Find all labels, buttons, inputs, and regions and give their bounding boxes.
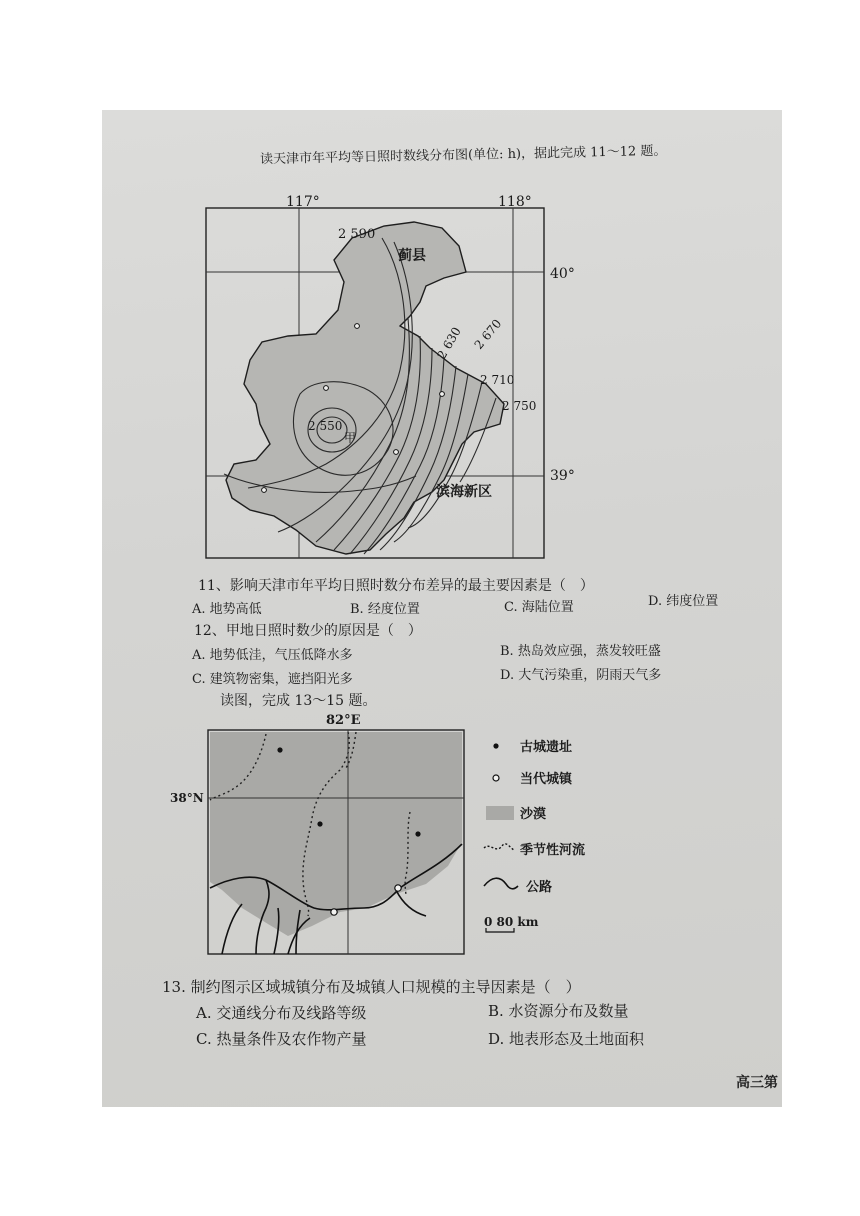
q13-option-c: C. 热量条件及农作物产量	[196, 1030, 367, 1048]
legend-svg	[484, 734, 634, 934]
q13-option-b: B. 水资源分布及数量	[488, 1002, 629, 1020]
legend-ancient-city: 古城遗址	[520, 740, 573, 755]
lon-118-label: 118°	[498, 194, 532, 210]
county-label: 蓟县	[398, 248, 426, 264]
q11-option-b: B. 经度位置	[350, 602, 420, 617]
desert-map	[170, 712, 470, 960]
q11-stem: 11、影响天津市年平均日照时数分布差异的最主要因素是（ ）	[198, 578, 594, 594]
q12-option-b: B. 热岛效应强，蒸发较旺盛	[500, 644, 661, 659]
q11-option-a: A. 地势高低	[192, 602, 262, 617]
tianjin-map-svg	[204, 194, 575, 578]
q11-option-c: C. 海陆位置	[504, 600, 574, 615]
isoline-label-2670: 2 670	[471, 316, 505, 352]
isoline-label-2590: 2 590	[338, 227, 376, 242]
q13-option-a: A. 交通线分布及线路等级	[196, 1004, 367, 1022]
legend-scale: 0 80 km	[484, 915, 539, 929]
lat-40-label: 40°	[550, 266, 575, 282]
desert-symbol	[486, 806, 514, 820]
footer-page-label: 高三第	[736, 1075, 778, 1091]
q13-stem: 13. 制约图示区域城镇分布及城镇人口规模的主导因素是（ ）	[162, 978, 581, 996]
lon-117-label: 117°	[286, 194, 320, 210]
district-label: 滨海新区	[436, 484, 492, 500]
modern-town-symbol	[493, 775, 499, 781]
q12-option-a: A. 地势低洼，气压低降水多	[192, 648, 353, 663]
road-symbol	[484, 878, 518, 889]
tianjin-sunshine-map	[204, 194, 575, 578]
seasonal-river-symbol	[484, 844, 514, 850]
isoline-label-2750: 2 750	[502, 399, 537, 413]
lon-82e-label: 82°E	[326, 713, 361, 728]
desert-area	[210, 732, 462, 936]
isoline-label-2630: 2 630	[434, 324, 464, 362]
point-jia-label: 甲	[344, 431, 357, 445]
ancient-city-symbol	[493, 743, 498, 748]
q12-option-d: D. 大气污染重，阴雨天气多	[500, 668, 662, 683]
desert-map-svg	[170, 712, 470, 960]
q12-stem: 12、甲地日照时数少的原因是（ ）	[194, 623, 422, 639]
isoline-label-2710: 2 710	[480, 373, 515, 387]
isoline-label-2550: 2 550	[308, 419, 343, 433]
intro-q11-12: 读天津市年平均等日照时数线分布图(单位: h)，据此完成 11～12 题。	[259, 143, 667, 168]
desert-map-legend	[484, 734, 634, 934]
legend-seasonal-river: 季节性河流	[520, 843, 586, 858]
intro-q13-15: 读图，完成 13～15 题。	[220, 693, 377, 709]
legend-desert: 沙漠	[520, 807, 547, 822]
lat-39-label: 39°	[550, 468, 575, 484]
legend-road: 公路	[526, 880, 553, 895]
q13-option-d: D. 地表形态及土地面积	[488, 1030, 645, 1048]
lat-38n-label: 38°N	[170, 791, 204, 805]
q11-option-d: D. 纬度位置	[648, 594, 719, 609]
legend-modern-town: 当代城镇	[520, 772, 573, 787]
exam-page-photo	[102, 110, 782, 1107]
q12-option-c: C. 建筑物密集，遮挡阳光多	[192, 672, 353, 687]
